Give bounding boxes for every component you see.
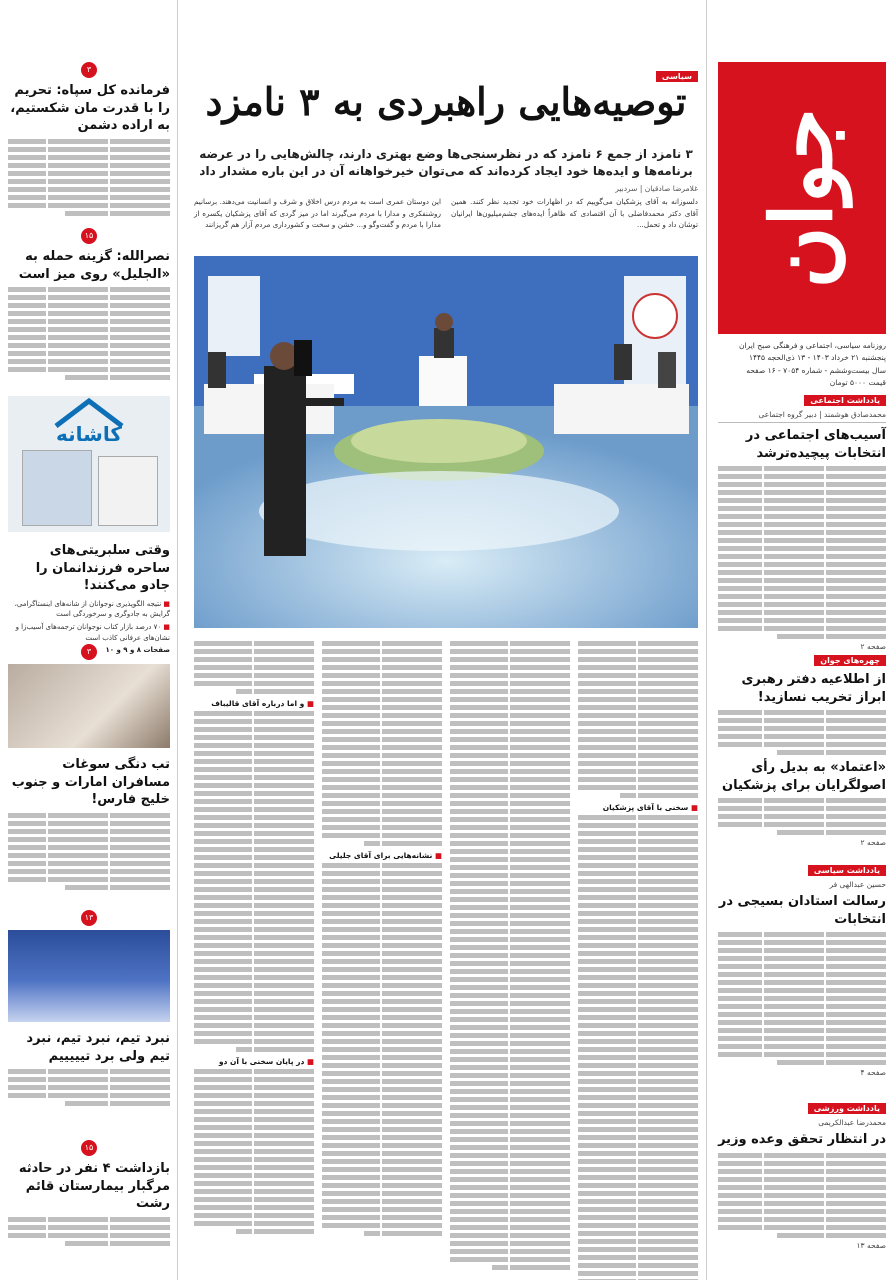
main-subhead: ۳ نامزد از جمع ۶ نامزد که در نظرسنجی‌ها وضع بهتری دارند، چالش‌هایی را در عرضه برنامه‌ها و ایده‌ها خود ایجاد کرده‌اند که می‌توان خیرخواهانه آن در این باره مشدار داد [199,147,693,179]
body-col-1 [578,638,698,1274]
story-title[interactable]: نصرالله: گزینه حمله به «الجلیل» روی میز است [18,249,170,282]
kashaneh-promo[interactable] [8,396,170,532]
body-subhead: ■ در پایان سخنی با آن دو [194,1057,314,1066]
article-social[interactable] [718,388,886,654]
main-body [194,638,698,1274]
lead-col-2: این دوستان عمری است به مردم درس اخلاق و شرف و انسانیت می‌دهند. برسانیم روشنفکری و مدارا با مردم می‌گیرند اما در میز گردی که آقای پزشکیان یکسره از مدارا با مردم و گفت‌وگو و... خشن و سخت و کشورداری مردم آزار هم گریزانند [194,197,441,230]
page-ref[interactable]: صفحه ۱۳ [856,1240,886,1250]
story-title[interactable]: تب دنگی سوغات مسافران امارات و جنوب خلیج فارس! [11,757,170,808]
masthead-subtitle: روزنامه سیاسی، اجتماعی و فرهنگی صبح ایران [738,341,886,350]
story-kashaneh[interactable] [8,538,170,654]
story-title[interactable]: فرمانده کل سپاه: تحریم را با قدرت مان شکستیم، به اراده دشمن [10,83,170,134]
story-rasht[interactable] [8,1140,170,1249]
article-title[interactable]: در انتظار تحقق وعده وزیر [718,1132,886,1147]
main-byline: غلامرضا صادقیان | سردبیر [615,184,698,193]
masthead-info [718,340,886,389]
kashaneh-cover [98,456,158,526]
page-ref[interactable]: صفحات ۸ و ۹ و ۱۰ [105,646,170,655]
section-tag: چهره‌های جوان [814,655,886,666]
page-ref[interactable]: صفحه ۲ [860,642,886,652]
story-nasrallah[interactable] [8,228,170,383]
bullet-1: ■ نتیجه الگوپذیری نوجوانان از شانه‌های اینستاگرامی، گرایش به جادوگری و سرخوردگی است [8,599,170,621]
main-headline[interactable]: توصیه‌هایی راهبردی به ۳ نامزد [205,79,687,124]
story-title[interactable]: نبرد تیم، نبرد تیم، نبرد تیم ولی برد تیییییم [26,1031,170,1064]
page-ref[interactable]: صفحه ۲ [860,838,886,848]
left-column [0,0,178,1280]
article-title[interactable]: آسیب‌های اجتماعی در انتخابات پیچیده‌ترشد [745,428,886,461]
main-lead [194,196,698,231]
body-col-4 [194,638,314,1274]
story-dengue[interactable] [8,752,170,893]
volleyball-photo [8,930,170,1022]
body-subhead: ■ سخنی با آقای پزشکیان [578,803,698,812]
story-title[interactable]: بازداشت ۴ نفر در حادثه مرگبار بیمارستان قائم رشت [18,1161,170,1212]
body-col-2 [450,638,570,1274]
masthead-logo[interactable]: جوان [718,62,886,334]
kashaneh-illustration [22,450,92,526]
masthead-date: پنجشنبه ۲۱ خرداد ۱۴۰۳ - ۱۳ ذی‌الحجه ۱۴۴۵ [748,353,886,363]
body-subhead: ■ و اما درباره آقای قالیباف [194,699,314,708]
section-tag: یادداشت اجتماعی [804,395,886,406]
page-badge: ۱۵ [81,1140,97,1156]
lead-col-1: دلسوزانه به آقای پزشکیان می‌گوییم که در اظهارات خود تجدید نظر کنند. همین آقای دکتر محمدفاضلی با آن اقتصادی که ظاهراً ایده‌های جشم‌میلیون‌ها ایرانیان توشان داد و تحمل... [451,197,698,230]
article-youth[interactable] [718,648,886,850]
body-subhead: ■ نشانه‌هایی برای آقای جلیلی [322,851,442,860]
masthead-price: قیمت ۵۰۰۰ تومان [829,377,886,387]
author: محمدصادق هوشمند | دبیر گروه اجتماعی [758,410,886,419]
body-col-3 [322,638,442,1274]
story-irgc[interactable] [8,62,170,219]
author: حسین عبدالهی فر [829,880,886,889]
story-volleyball[interactable] [8,1026,170,1109]
article-title-2[interactable]: «اعتماد» به بدیل رأی اصولگرایان برای پزشکیان [722,760,886,793]
article-political[interactable] [718,858,886,1080]
debate-studio-photo [194,256,698,628]
section-tag: یادداشت سیاسی [808,865,886,876]
article-sport[interactable] [718,1096,886,1253]
hospital-photo [8,664,170,748]
story-title[interactable]: وقتی سلبریتی‌های ساحره فرزندانمان را جادو می‌کنند! [35,543,170,594]
bullet-2: ■ ۷۰ درصد بازار کتاب نوجوانان ترجمه‌های آسیب‌زا و نشان‌های عرفانی کاذب است [8,622,170,644]
section-tag: یادداشت ورزشی [808,1103,886,1114]
article-title[interactable]: رسالت استادان بسیجی در انتخابات [718,894,886,927]
author: محمدرضا عبدالکریمی [818,1118,886,1127]
page-badge: ۱۳ [81,910,97,926]
main-section-tag: سیاسی [656,64,698,83]
page-badge: ۳ [81,644,97,660]
right-column [706,0,896,1280]
page-badge: ۳ [81,62,97,78]
kashaneh-brand: کاشانه [56,422,122,446]
article-title[interactable]: از اطلاعیه دفتر رهبری ابراز تخریب نسازید! [741,672,886,705]
page-ref[interactable]: صفحه ۴ [860,1068,886,1078]
page-badge: ۱۵ [81,228,97,244]
masthead-issue: سال بیست‌وششم - شماره ۷۰۵۴ - ۱۶ صفحه [746,365,886,375]
article-body [718,466,886,639]
main-column [186,0,706,1280]
